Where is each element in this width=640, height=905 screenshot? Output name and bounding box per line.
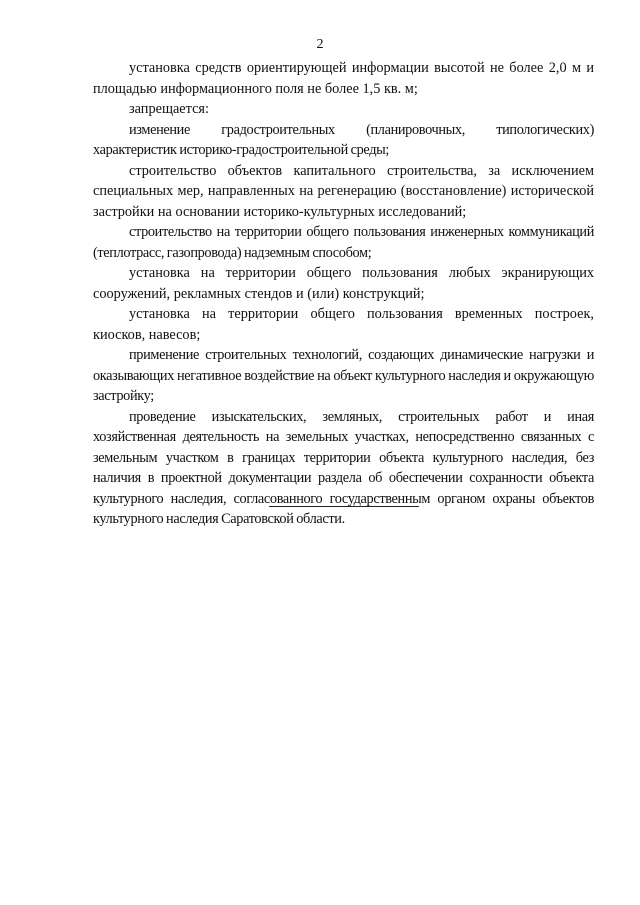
paragraph-urban-characteristics: изменение градостроительных (планировочных, типологических) характеристик историко-градостроительной среды; xyxy=(93,121,594,158)
paragraph-construction-technologies: применение строительных технологий, создающих динамические нагрузки и оказывающих негативное воздействие на объект культурного наследия и окружающую застройку; xyxy=(93,347,594,404)
paragraph-engineering-communications: строительство на территории общего пользования инженерных коммуникаций (теплотрасс, газопровода) надземным способом; xyxy=(93,224,594,261)
paragraph-screening-structures: установка на территории общего пользования любых экранирующих сооружений, рекламных стендов и (или) конструкций; xyxy=(93,265,594,302)
paragraph-prohibited-heading: запрещается: xyxy=(129,101,209,117)
paragraph-survey-works: проведение изыскательских, земляных, строительных работ и иная хозяйственная деятельность на земельных участках, непосредственно связанных с земельным участком в границах территории объекта культурного наследия, без наличия в проектной документации раздела об обеспечении сохранности объекта культурного наследия, согласованного государственным органом охраны объектов культурного наследия Саратовской области. xyxy=(93,408,594,527)
paragraph-capital-construction: строительство объектов капитального строительства, за исключением специальных мер, направленных на регенерацию (восстановление) исторической застройки на основании историко-культурных исследований; xyxy=(93,162,594,220)
document-body xyxy=(93,58,594,530)
closing-divider-line xyxy=(269,506,419,507)
page-number: 2 xyxy=(316,37,324,52)
paragraph-info-signs: установка средств ориентирующей информации высотой не более 2,0 м и площадью информационного поля не более 1,5 кв. м; xyxy=(93,60,594,97)
paragraph-temporary-buildings: установка на территории общего пользования временных построек, киосков, навесов; xyxy=(93,306,594,343)
